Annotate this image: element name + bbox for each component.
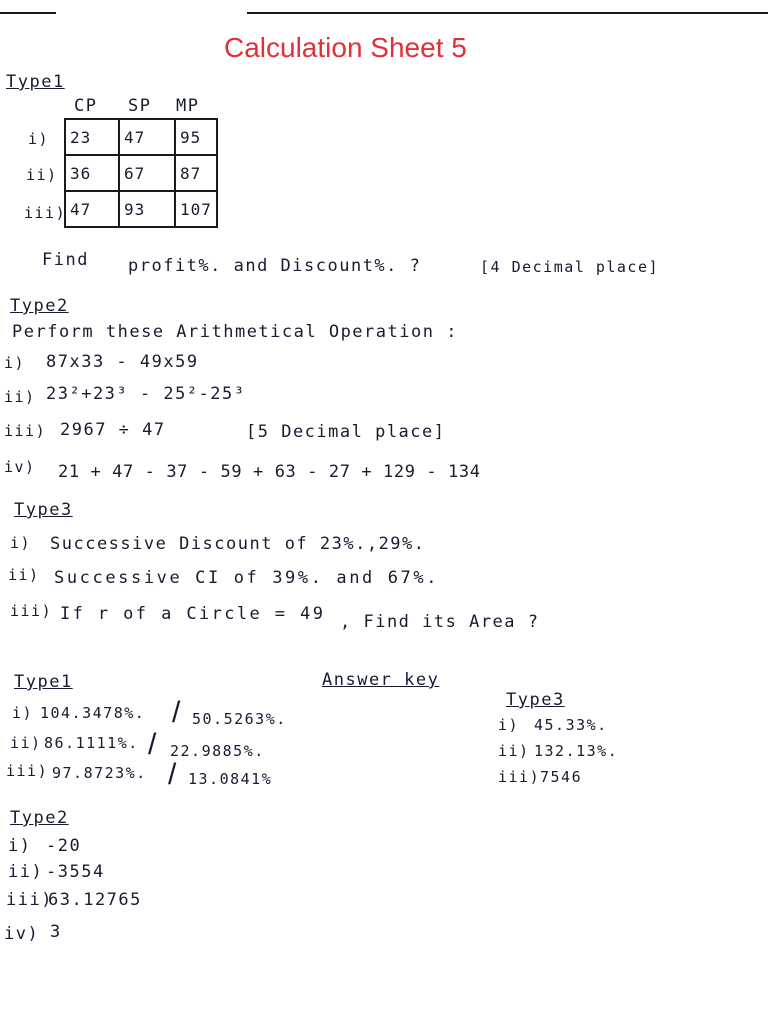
table-cell: 67	[119, 155, 175, 191]
answer-value: 45.33%.	[534, 716, 608, 734]
question-label: ii)	[8, 566, 40, 584]
question-label: iii)	[10, 602, 53, 620]
column-header-cp: CP	[74, 96, 98, 116]
table-cell: 107	[175, 191, 217, 227]
page-title: Calculation Sheet 5	[224, 32, 467, 63]
question-label: i)	[10, 534, 32, 552]
question-expression: 23²+23³ - 25²-25³	[46, 384, 246, 404]
type1-heading: Type1	[6, 72, 65, 92]
answer-label: i)	[498, 716, 520, 734]
answer-type1-heading: Type1	[14, 672, 73, 692]
answer-value: -3554	[46, 862, 105, 882]
answer-key-heading: Answer key	[322, 670, 440, 690]
question-label: i)	[4, 354, 26, 372]
answer-label: i)	[8, 836, 32, 856]
column-header-mp: MP	[176, 96, 200, 116]
answer-value: 7546	[540, 768, 583, 786]
row-label: i)	[28, 130, 50, 148]
answer-label: ii)	[498, 742, 530, 760]
table-cell: 95	[175, 119, 217, 155]
answer-label: ii)	[10, 734, 42, 752]
question-text: If r of a Circle = 49	[60, 604, 326, 624]
row-label: iii)	[24, 204, 67, 222]
table-row	[65, 155, 217, 191]
answer-value: 63.12765	[48, 890, 142, 910]
answer-label: iii)	[6, 890, 53, 910]
find-question: profit%. and Discount%. ?	[128, 256, 422, 276]
question-text-tail: , Find its Area ?	[340, 612, 540, 632]
find-label: Find	[42, 250, 89, 270]
answer-discount: 50.5263%.	[192, 710, 287, 728]
answer-value: 132.13%.	[534, 742, 619, 760]
table-cell: 93	[119, 191, 175, 227]
column-header-sp: SP	[128, 96, 152, 116]
question-text: Successive CI of 39%. and 67%.	[54, 568, 440, 588]
table-cell: 47	[119, 119, 175, 155]
answer-label: iii)	[6, 762, 49, 780]
answer-value: 3	[50, 922, 62, 942]
answer-value: -20	[46, 836, 82, 856]
question-expression: 21 + 47 - 37 - 59 + 63 - 27 + 129 - 134	[58, 462, 481, 482]
answer-divider: /	[172, 696, 181, 729]
table-cell: 87	[175, 155, 217, 191]
answer-discount: 22.9885%.	[170, 742, 265, 760]
answer-profit: 97.8723%.	[52, 764, 147, 782]
type2-instruction: Perform these Arithmetical Operation :	[12, 322, 458, 342]
answer-label: i)	[12, 704, 34, 722]
type3-heading: Type3	[14, 500, 73, 520]
answer-divider: /	[148, 728, 157, 761]
type2-heading: Type2	[10, 296, 69, 316]
answer-profit: 86.1111%.	[44, 734, 139, 752]
answer-profit: 104.3478%.	[40, 704, 146, 722]
top-rule-left	[0, 12, 56, 14]
answer-label: ii)	[8, 862, 44, 882]
question-text: Successive Discount of 23%.,29%.	[50, 534, 426, 554]
row-label: ii)	[26, 166, 58, 184]
answer-type3-heading: Type3	[506, 690, 565, 710]
top-rule-right	[247, 12, 768, 14]
answer-label: iv)	[4, 924, 40, 944]
answer-type2-heading: Type2	[10, 808, 69, 828]
question-label: ii)	[4, 388, 36, 406]
decimal-note: [5 Decimal place]	[246, 422, 446, 442]
question-label: iv)	[4, 458, 36, 476]
table-cell: 23	[65, 119, 119, 155]
table-row	[65, 119, 217, 155]
question-expression: 87x33 - 49x59	[46, 352, 199, 372]
answer-discount: 13.0841%	[188, 770, 273, 788]
question-expression: 2967 ÷ 47	[60, 420, 166, 440]
decimal-note: [4 Decimal place]	[480, 258, 660, 276]
table-row	[65, 191, 217, 227]
cp-sp-mp-table	[64, 118, 218, 228]
table-cell: 47	[65, 191, 119, 227]
answer-label: iii)	[498, 768, 541, 786]
question-label: iii)	[4, 422, 47, 440]
table-cell: 36	[65, 155, 119, 191]
answer-divider: /	[168, 758, 177, 791]
